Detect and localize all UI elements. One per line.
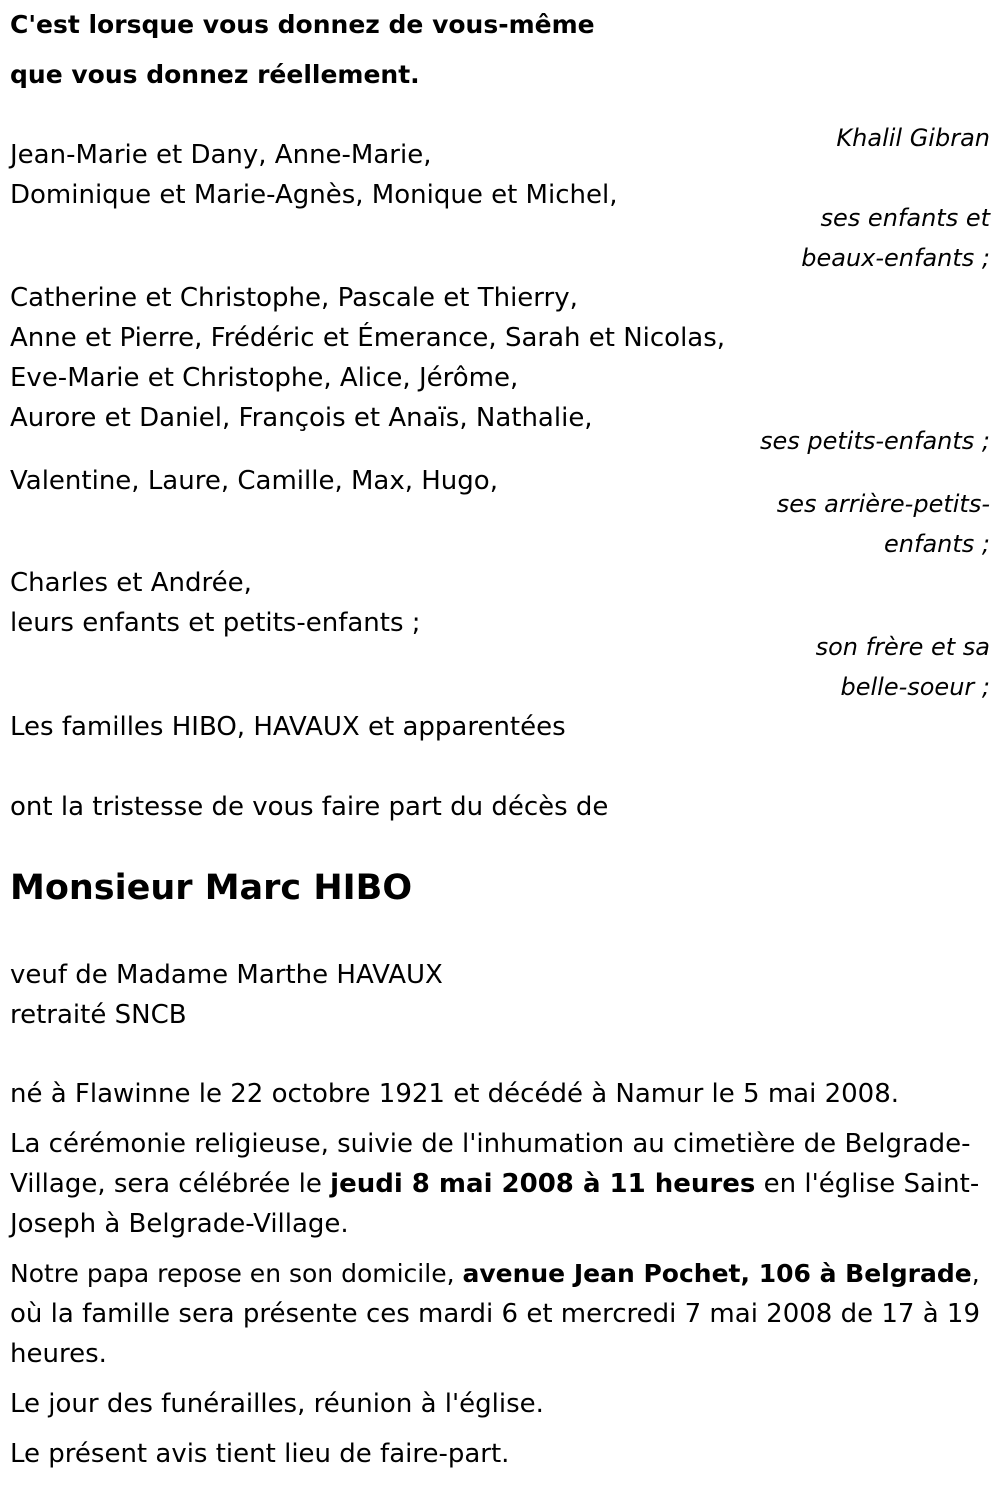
deceased-detail-widower: veuf de Madame Marthe HAVAUX: [10, 960, 443, 990]
funeral-meeting: Le jour des funérailles, réunion à l'église.: [10, 1389, 544, 1419]
quote-line-1: C'est lorsque vous donnez de vous-même: [10, 10, 595, 39]
children-names-line-1: Jean-Marie et Dany, Anne-Marie,: [10, 140, 432, 170]
children-relation-line-2: beaux-enfants ;: [801, 244, 990, 272]
ceremony-text-after: en l'église Saint-: [755, 1169, 980, 1199]
great-grandchildren-relation-line-2: enfants ;: [884, 530, 990, 558]
visitation-text-before: Notre papa repose en son domicile,: [10, 1259, 463, 1288]
sibling-relation-line-2: belle-soeur ;: [840, 673, 990, 701]
deceased-detail-occupation: retraité SNCB: [10, 1000, 187, 1030]
grandchildren-names-line-1: Catherine et Christophe, Pascale et Thierry,: [10, 283, 578, 313]
extended-families: Les familles HIBO, HAVAUX et apparentées: [10, 712, 566, 742]
announcement-text: ont la tristesse de vous faire part du décès de: [10, 792, 609, 822]
quote-author: Khalil Gibran: [836, 124, 990, 152]
ceremony-date-time: jeudi 8 mai 2008 à 11 heures: [330, 1169, 756, 1199]
visitation-line-2: où la famille sera présente ces mardi 6 et mercredi 7 mai 2008 de 17 à 19: [10, 1299, 981, 1329]
sibling-names-line-1: Charles et Andrée,: [10, 568, 252, 598]
great-grandchildren-names: Valentine, Laure, Camille, Max, Hugo,: [10, 466, 498, 496]
visitation-text-after: ,: [971, 1259, 980, 1288]
closing-note: Le présent avis tient lieu de faire-part.: [10, 1439, 510, 1469]
ceremony-line-1: La cérémonie religieuse, suivie de l'inhumation au cimetière de Belgrade-: [10, 1129, 971, 1159]
visitation-line-1: [10, 1254, 980, 1294]
quote-line-2: que vous donnez réellement.: [10, 60, 420, 89]
visitation-line-3: heures.: [10, 1339, 107, 1369]
ceremony-line-3: Joseph à Belgrade-Village.: [10, 1209, 349, 1239]
deceased-name: Monsieur Marc HIBO: [10, 868, 413, 908]
ceremony-text-before: Village, sera célébrée le: [10, 1169, 331, 1199]
sibling-relation-line-1: son frère et sa: [815, 633, 990, 661]
great-grandchildren-relation-line-1: ses arrière-petits-: [776, 490, 990, 518]
grandchildren-names-line-4: Aurore et Daniel, François et Anaïs, Nathalie,: [10, 403, 593, 433]
ceremony-line-2: [10, 1164, 979, 1204]
birth-death-dates: né à Flawinne le 22 octobre 1921 et décédé à Namur le 5 mai 2008.: [10, 1079, 900, 1109]
children-names-line-2: Dominique et Marie-Agnès, Monique et Michel,: [10, 180, 618, 210]
children-relation-line-1: ses enfants et: [820, 204, 990, 232]
grandchildren-names-line-3: Eve-Marie et Christophe, Alice, Jérôme,: [10, 363, 519, 393]
sibling-names-line-2: leurs enfants et petits-enfants ;: [10, 608, 421, 638]
grandchildren-relation: ses petits-enfants ;: [759, 427, 990, 455]
grandchildren-names-line-2: Anne et Pierre, Frédéric et Émerance, Sarah et Nicolas,: [10, 323, 726, 353]
visitation-address: avenue Jean Pochet, 106 à Belgrade: [462, 1259, 972, 1288]
